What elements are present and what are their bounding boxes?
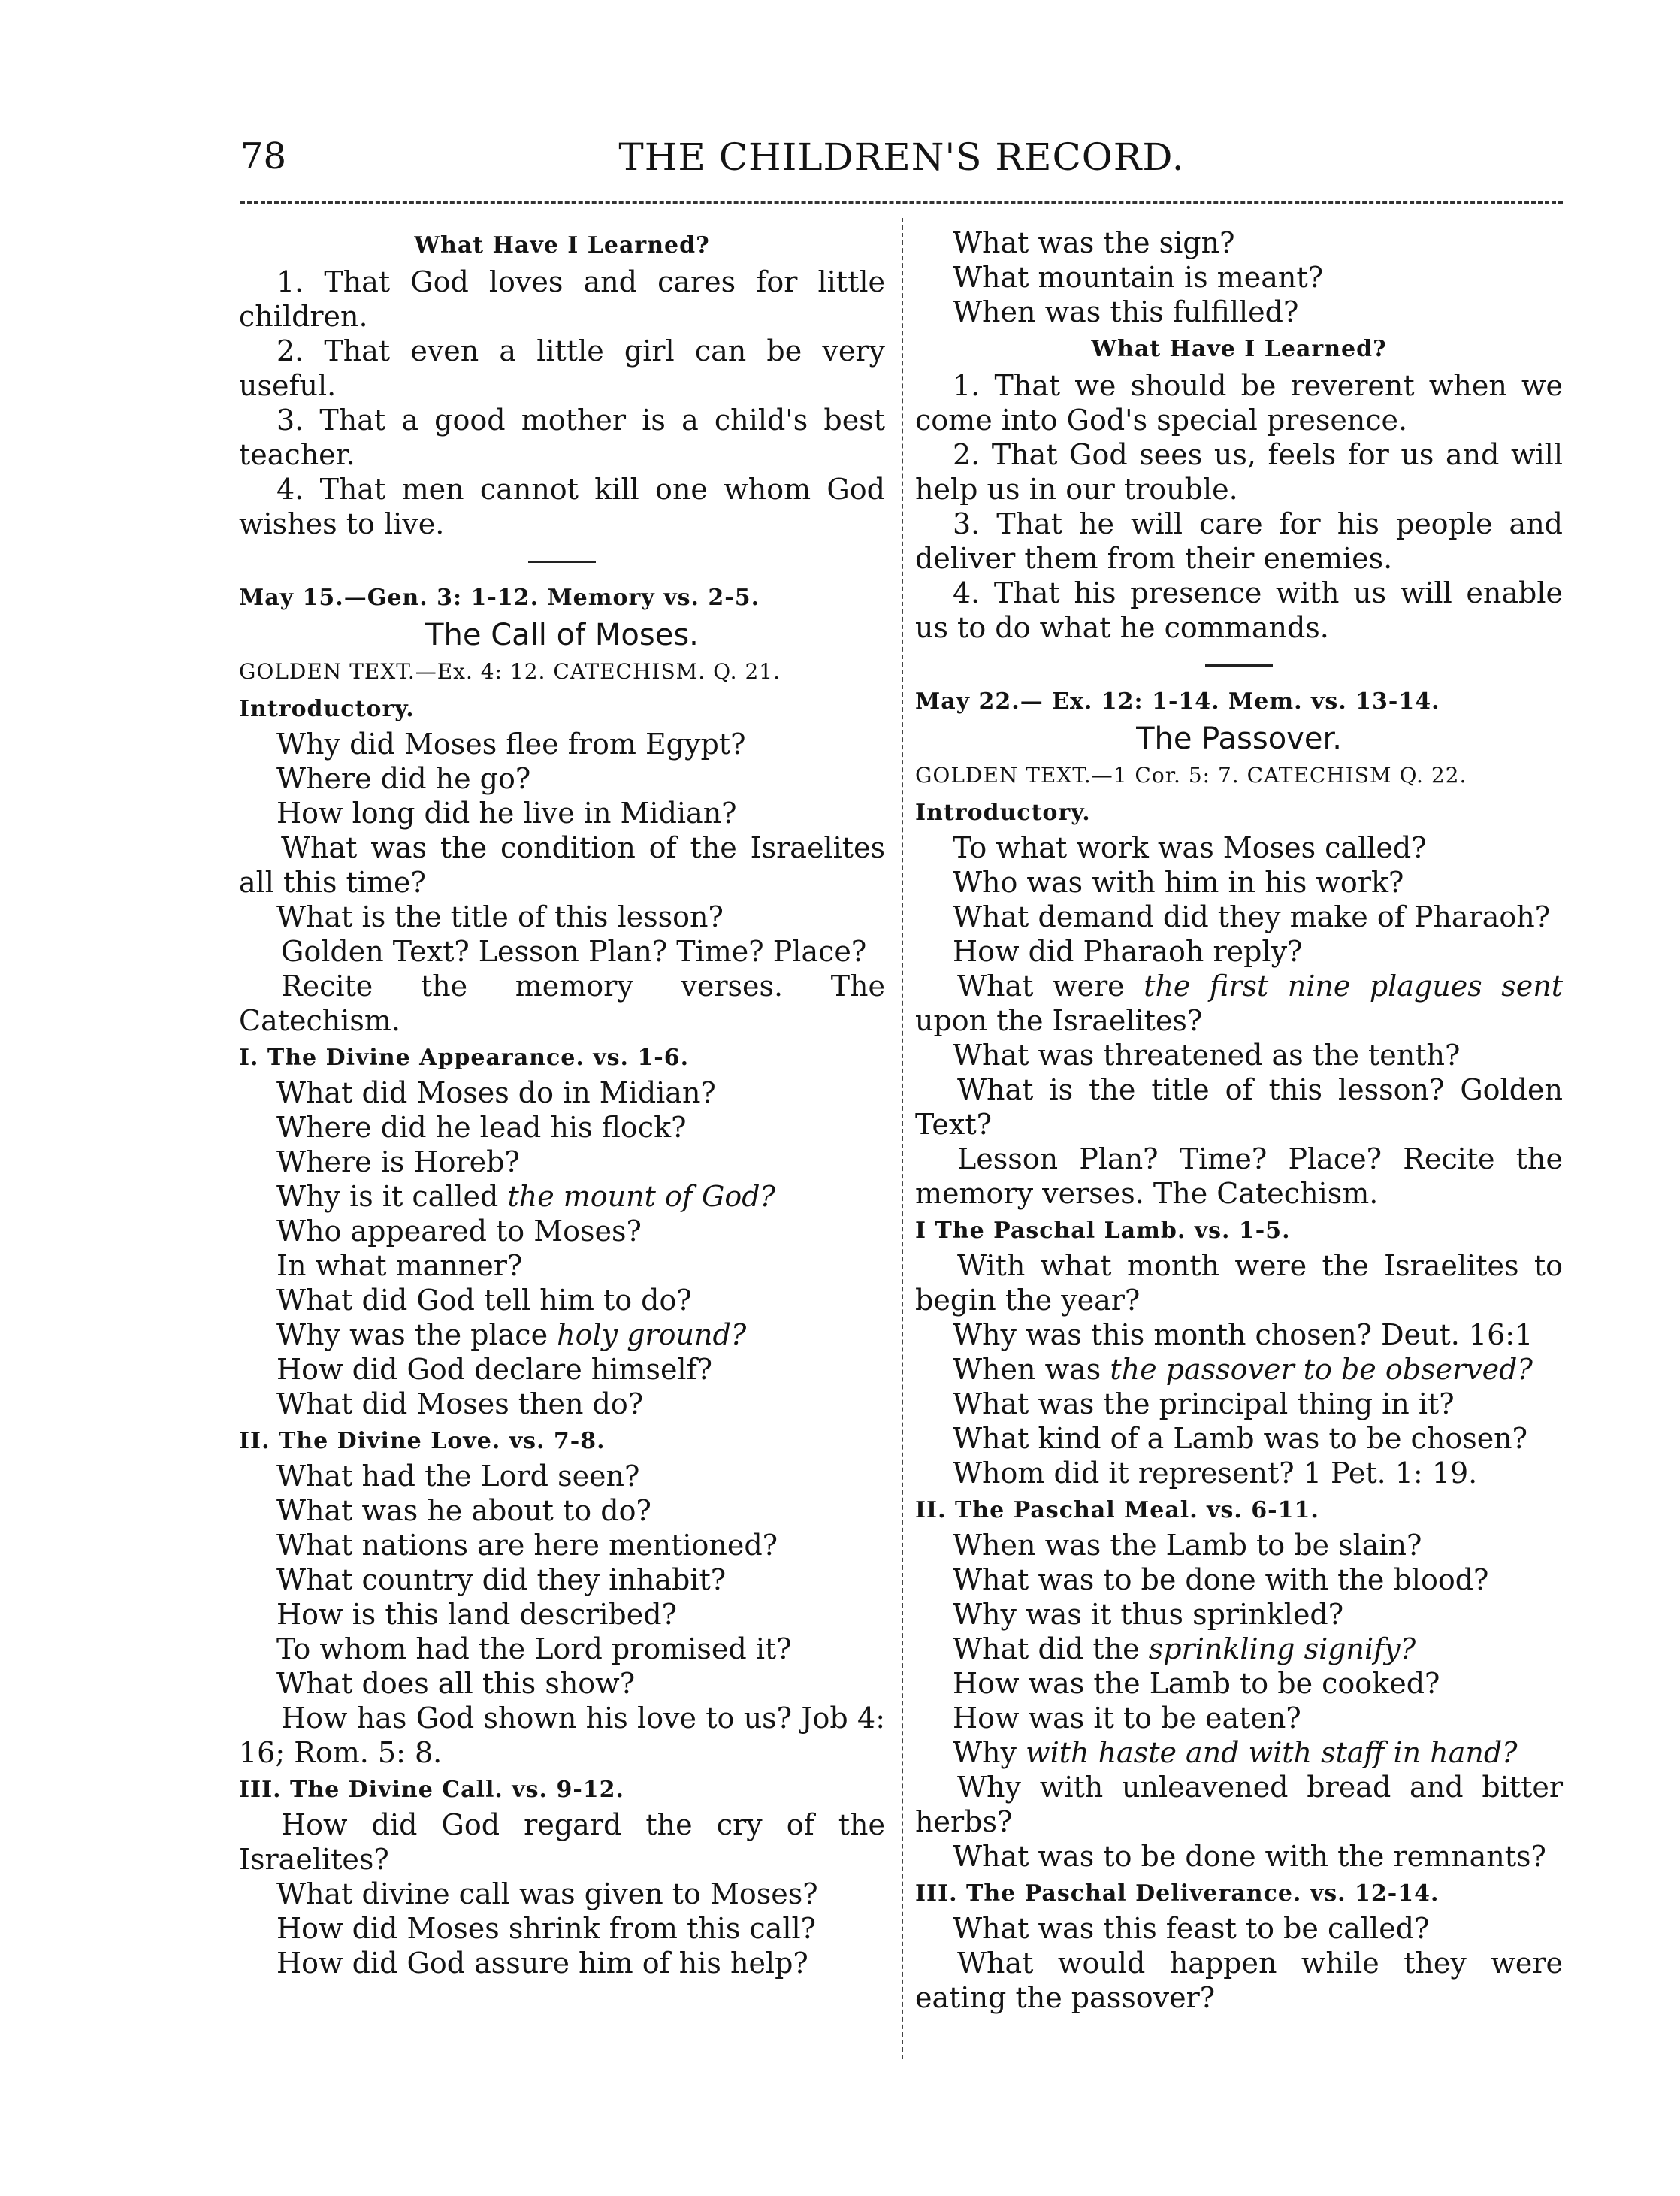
learned-item: 4. That his presence with us will enable us to do what he commands. xyxy=(915,576,1563,644)
question: Why did Moses flee from Egypt? xyxy=(276,727,746,761)
question: How was it to be eaten? xyxy=(953,1701,1301,1735)
introductory-label: Introductory. xyxy=(915,800,1091,826)
section-label: III. The Divine Call. vs. 9-12. xyxy=(239,1777,624,1803)
question: What was the principal thing in it? xyxy=(953,1387,1455,1420)
question: What demand did they make of Pharaoh? xyxy=(953,900,1551,933)
question: What is the title of this lesson? xyxy=(276,900,724,933)
section-rule xyxy=(1205,664,1273,667)
question-text: When was xyxy=(953,1353,1110,1386)
question: What was threatened as the tenth? xyxy=(953,1039,1461,1072)
lesson-title: The Passover. xyxy=(1136,721,1342,756)
lesson-reference: May 15.—Gen. 3: 1-12. Memory vs. 2-5. xyxy=(239,585,760,611)
question xyxy=(915,1632,1563,1666)
question: How did Moses shrink from this call? xyxy=(276,1912,817,1945)
question: What would happen while they were eating the passover? xyxy=(915,1946,1563,2014)
learned-item: 4. That men cannot kill one whom God wishes to live. xyxy=(239,473,885,540)
column-divider xyxy=(902,218,903,2059)
question: To what work was Moses called? xyxy=(953,831,1427,864)
question: With what month were the Israelites to begin the year? xyxy=(915,1249,1563,1317)
question xyxy=(239,1317,885,1352)
learned-item: 2. That even a little girl can be very useful. xyxy=(239,334,885,402)
question: How has God shown his love to us? Job 4: 16; Rom. 5: 8. xyxy=(239,1701,885,1769)
question: How did God declare himself? xyxy=(276,1353,713,1386)
question: What had the Lord seen? xyxy=(276,1459,640,1493)
question: How long did he live in Midian? xyxy=(276,797,737,830)
question-text: What did the xyxy=(953,1632,1149,1665)
section-label: II. The Paschal Meal. vs. 6-11. xyxy=(915,1497,1319,1523)
question: Why was it thus sprinkled? xyxy=(953,1598,1344,1631)
italic-phrase: the mount of God? xyxy=(507,1180,775,1213)
question: Golden Text? Lesson Plan? Time? Place? xyxy=(281,935,867,968)
question: What divine call was given to Moses? xyxy=(276,1877,818,1910)
question: Who appeared to Moses? xyxy=(276,1214,642,1248)
question: How did Pharaoh reply? xyxy=(953,935,1303,968)
question: What did God tell him to do? xyxy=(276,1284,692,1317)
question: How did God assure him of his help? xyxy=(276,1946,808,1980)
right-column xyxy=(915,225,1563,2015)
question: What nations are here mentioned? xyxy=(276,1529,778,1562)
section-rule xyxy=(528,561,596,563)
question-text: What were xyxy=(957,969,1144,1003)
question: What was to be done with the remnants? xyxy=(953,1840,1546,1873)
page-header xyxy=(240,135,1563,195)
question: Who was with him in his work? xyxy=(953,866,1404,899)
italic-phrase: holy ground? xyxy=(557,1318,747,1351)
learned-item: 3. That he will care for his people and deliver them from their enemies. xyxy=(915,507,1563,575)
question: Why was this month chosen? Deut. 16:1 xyxy=(953,1318,1533,1351)
question: To whom had the Lord promised it? xyxy=(276,1632,792,1665)
question: Why with unleavened bread and bitter herbs? xyxy=(915,1771,1563,1838)
question: Where did he lead his flock? xyxy=(276,1111,687,1144)
question-text: Why was the place xyxy=(276,1318,557,1351)
question: How did God regard the cry of the Israelites? xyxy=(239,1808,885,1876)
lesson-reference: May 22.— Ex. 12: 1-14. Mem. vs. 13-14. xyxy=(915,688,1440,715)
golden-text: GOLDEN TEXT.—1 Cor. 5: 7. CATECHISM Q. 22. xyxy=(915,763,1467,788)
question: What mountain is meant? xyxy=(953,261,1324,294)
question: What was the condition of the Israelites all this time? xyxy=(239,831,885,899)
section-label: II. The Divine Love. vs. 7-8. xyxy=(239,1428,606,1454)
learned-item: 3. That a good mother is a child's best teacher. xyxy=(239,404,885,471)
learned-heading: What Have I Learned? xyxy=(414,232,710,259)
introductory-label: Introductory. xyxy=(239,696,415,722)
golden-text: GOLDEN TEXT.—Ex. 4: 12. CATECHISM. Q. 21. xyxy=(239,659,781,684)
section-label: I The Paschal Lamb. vs. 1-5. xyxy=(915,1217,1291,1244)
header-rule xyxy=(240,201,1563,204)
question xyxy=(239,1179,885,1214)
page-number: 78 xyxy=(240,135,287,177)
question: When was the Lamb to be slain? xyxy=(953,1529,1422,1562)
question: What is the title of this lesson? Golden Text? xyxy=(915,1073,1563,1141)
question: Lesson Plan? Time? Place? Recite the memory verses. The Catechism. xyxy=(915,1142,1563,1210)
italic-phrase: the passover to be observed? xyxy=(1110,1353,1533,1386)
italic-phrase: with haste and with staff in hand? xyxy=(1026,1736,1518,1769)
learned-item: 1. That we should be reverent when we come into God's special presence. xyxy=(915,369,1563,437)
question: When was this fulfilled? xyxy=(953,295,1299,328)
question: Whom did it represent? 1 Pet. 1: 19. xyxy=(953,1456,1478,1490)
learned-text: 2. That God sees us, feels for us and will help us in our trouble. xyxy=(915,438,1563,506)
question-text: Why is it called xyxy=(276,1180,508,1213)
section-label: III. The Paschal Deliverance. vs. 12-14. xyxy=(915,1880,1440,1907)
question xyxy=(915,969,1563,1038)
section-label: I. The Divine Appearance. vs. 1-6. xyxy=(239,1045,690,1071)
question: What did Moses then do? xyxy=(276,1387,644,1420)
page-title: THE CHILDREN'S RECORD. xyxy=(618,135,1185,179)
question: How is this land described? xyxy=(276,1598,677,1631)
italic-phrase: the first nine plagues sent xyxy=(1144,969,1563,1003)
learned-item: 1. That God loves and cares for little children. xyxy=(239,265,885,333)
question: Where is Horeb? xyxy=(276,1145,520,1178)
left-column xyxy=(239,225,885,1980)
question: What was this feast to be called? xyxy=(953,1912,1430,1945)
lesson-title: The Call of Moses. xyxy=(425,618,699,652)
question-text: Why xyxy=(953,1736,1026,1769)
question xyxy=(915,1735,1563,1770)
question: In what manner? xyxy=(276,1249,523,1282)
question: Where did he go? xyxy=(276,762,531,795)
question xyxy=(915,1352,1563,1387)
learned-heading: What Have I Learned? xyxy=(1091,336,1387,362)
question: What did Moses do in Midian? xyxy=(276,1076,716,1109)
question: What does all this show? xyxy=(276,1667,636,1700)
question: What was the sign? xyxy=(953,226,1235,259)
learned-item xyxy=(915,437,1563,507)
question: What was to be done with the blood? xyxy=(953,1563,1489,1596)
question: What kind of a Lamb was to be chosen? xyxy=(953,1422,1528,1455)
question: What was he about to do? xyxy=(276,1494,651,1527)
question: What country did they inhabit? xyxy=(276,1563,727,1596)
question-text: upon the Israelites? xyxy=(915,1004,1203,1037)
question: Recite the memory verses. The Catechism. xyxy=(239,969,885,1037)
question: How was the Lamb to be cooked? xyxy=(953,1667,1440,1700)
italic-phrase: sprinkling signify? xyxy=(1148,1632,1416,1665)
